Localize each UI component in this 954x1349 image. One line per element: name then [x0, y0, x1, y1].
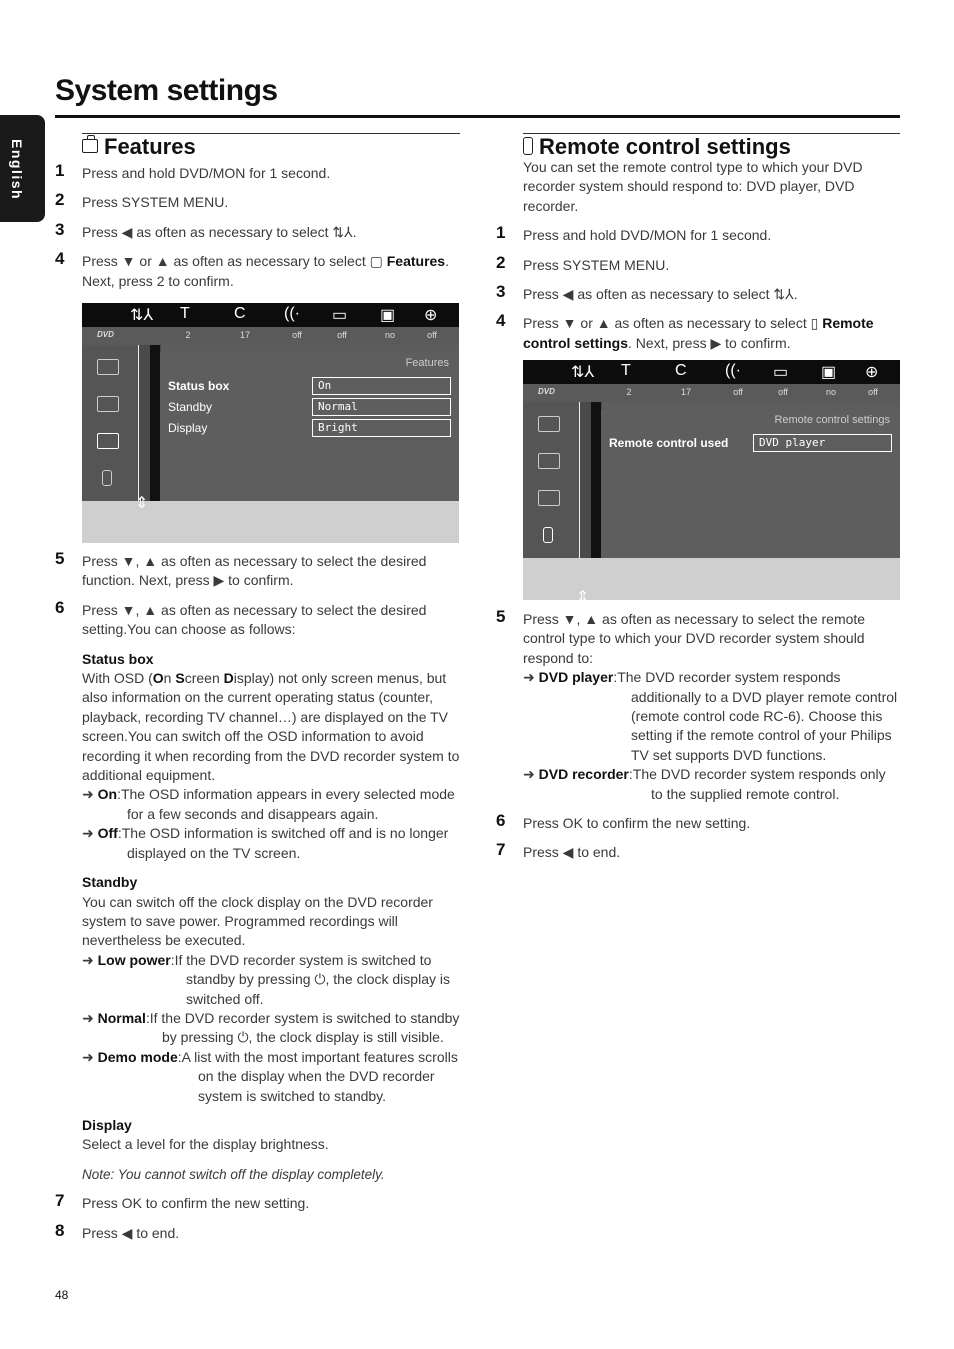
osd-sub-value: 17: [680, 387, 691, 397]
step-number: 4: [55, 249, 65, 269]
step-2: [496, 252, 900, 275]
dvd-logo: DVD: [538, 387, 555, 396]
clock-icon: C: [234, 305, 246, 322]
osd-sub-value: off: [733, 387, 743, 397]
step-3: [496, 282, 900, 304]
osd-row-label: Standby: [168, 400, 213, 414]
steps-list: [496, 223, 900, 353]
step-text: Press ◀ to end.: [523, 844, 621, 861]
language-icon: [538, 453, 560, 469]
features-icon: [97, 433, 119, 449]
step-text: Press ▼ or ▲ as often as necessary to select ▢ Features. Next, press 2 to confirm.: [82, 253, 449, 289]
osd-divider: [150, 345, 160, 501]
step-number: 1: [496, 223, 506, 243]
osd-sub-value: no: [825, 387, 836, 397]
remote-intro: You can set the remote control type to which your DVD recorder system should respond to: DVD player, DVD recorder.: [523, 159, 863, 214]
step-text: Press OK to confirm the new setting.: [523, 815, 751, 832]
dvd-logo: DVD: [97, 330, 114, 339]
status-box-options: [82, 785, 460, 863]
remote-section-cont: [496, 607, 900, 863]
step-text: Press SYSTEM MENU.: [523, 256, 670, 273]
steps-list: [496, 607, 900, 668]
remote-icon: [102, 470, 112, 486]
standby-body: You can switch off the clock display on the DVD recorder system to save power. Programmed recordings will nevertheless be executed.: [82, 893, 433, 949]
step-number: 2: [55, 190, 65, 210]
osd-divider: [591, 402, 601, 558]
osd-sub-value: no: [384, 330, 395, 340]
osd-header: Remote control settings: [774, 414, 890, 426]
page-number: 48: [55, 1288, 69, 1302]
osd-sub-value: off: [868, 387, 878, 397]
step-2: [55, 190, 460, 212]
osd-row-label: Display: [168, 421, 208, 435]
remote-icon: [543, 527, 553, 543]
picture-icon: [97, 359, 119, 375]
camera-icon: ▣: [380, 307, 396, 324]
step-8: [55, 1220, 460, 1243]
step-1: [55, 161, 460, 183]
osd-sub-value: off: [427, 330, 437, 340]
osd-sub-value: off: [337, 330, 347, 340]
option-item: ➜ DVD player:The DVD recorder system responds additionally to a DVD player remote control (remote control code RC-6). Choose this setting if the remote control of your Philips TV set supports DVD functions.: [523, 669, 898, 763]
step-number: 5: [55, 549, 65, 568]
step-5: [55, 549, 460, 591]
osd-sub-value: off: [292, 330, 302, 340]
osd-content: [601, 410, 900, 558]
remote-options: [496, 668, 900, 804]
option-item: ➜ Demo mode:A list with the most important features scrolls on the display when the DVD recorder system is switched to standby.: [82, 1048, 458, 1104]
step-number: 4: [496, 311, 506, 331]
osd-sidebar: [82, 345, 138, 501]
status-box-body: With OSD (On Screen Display) not only screen menus, but also information on the current operating status (counter, playback, recording TV channel…) are displayed on the TV screen.You can switch off the OSD information to avoid recording it when recording from the DVD recorder system to additional equipment.: [82, 670, 460, 784]
remote-heading: Remote control settings: [523, 134, 900, 160]
tuner-icon: T: [180, 305, 190, 322]
option-item: ➜ Normal:If the DVD recorder system is switched to standby by pressing ⏻, the clock display is still visible.: [82, 1009, 460, 1046]
osd-icon-bar: [82, 303, 459, 327]
picture-icon: [538, 416, 560, 432]
features-icon: [82, 139, 98, 153]
osd-sidebar: [523, 402, 579, 558]
step-number: 3: [55, 219, 65, 239]
osd-content: [160, 353, 459, 501]
steps-list: [55, 161, 460, 291]
option-item: ➜ DVD recorder:The DVD recorder system responds only to the supplied remote control.: [523, 766, 886, 802]
step-text: Press ◀ as often as necessary to select ⇅⅄.: [523, 286, 798, 303]
selector-arrow-icon: ⇕: [576, 589, 590, 606]
features-section: [55, 133, 460, 291]
osd-features-screen: [82, 303, 459, 543]
display-body: Select a level for the display brightness.: [82, 1136, 329, 1153]
subtitle-icon: ▭: [773, 364, 789, 381]
step-text: Press ▼, ▲ as often as necessary to select the desired setting.You can choose as follows:: [82, 601, 427, 638]
steps-list: [55, 549, 460, 640]
zoom-icon: ⊕: [424, 307, 438, 324]
remote-icon: [523, 137, 533, 155]
steps-list: [55, 1191, 460, 1243]
zoom-icon: ⊕: [865, 364, 879, 381]
osd-row-value: DVD player: [753, 434, 892, 452]
audio-icon: ((·: [284, 305, 300, 322]
osd-row-label: Status box: [168, 379, 230, 393]
steps-list: [496, 811, 900, 863]
standby-title: Standby: [82, 874, 138, 891]
clock-icon: C: [675, 362, 687, 379]
page-title: System settings: [55, 74, 278, 107]
step-text: Press ▼, ▲ as often as necessary to select the desired function. Next, press ▶ to confirm.: [82, 553, 427, 589]
step-7: [55, 1191, 460, 1213]
step-number: 2: [496, 252, 506, 272]
remote-section: [496, 133, 900, 353]
step-number: 6: [496, 811, 506, 831]
features-heading: Features: [82, 134, 460, 160]
selector-arrow-icon: ⇕: [135, 495, 149, 512]
step-text: Press ▼, ▲ as often as necessary to select the remote control type to which your DVD recorder system should respond to:: [523, 611, 866, 666]
standby-options: [82, 951, 460, 1106]
osd-icon-bar: [523, 360, 900, 384]
step-number: 1: [55, 161, 65, 180]
step-number: 7: [496, 840, 506, 860]
option-item: ➜ Off:The OSD information is switched off and is no longer displayed on the TV screen.: [82, 825, 449, 861]
osd-sub-value: 2: [626, 387, 632, 397]
step-7: [496, 840, 900, 862]
tuner-icon: T: [621, 362, 631, 379]
step-number: 7: [55, 1191, 65, 1211]
language-tab-label: English: [9, 139, 25, 201]
option-item: ➜ Low power:If the DVD recorder system is switched to standby by pressing ⏻, the clock display is switched off.: [82, 951, 450, 1007]
language-tab: [0, 115, 45, 222]
step-number: 5: [496, 607, 506, 626]
settings-icon: ⇅⅄: [571, 364, 595, 381]
option-item: ➜ On:The OSD information appears in every selected mode for a few seconds and disappears again.: [82, 786, 455, 822]
language-icon: [97, 396, 119, 412]
osd-row-value: Normal: [312, 398, 451, 416]
step-6: [496, 811, 900, 833]
display-title: Display: [82, 1116, 132, 1133]
step-number: 8: [55, 1220, 65, 1240]
step-text: Press SYSTEM MENU.: [82, 194, 229, 211]
osd-sub-value: off: [778, 387, 788, 397]
osd-value-bar: [523, 384, 900, 402]
step-text: Press ▼ or ▲ as often as necessary to select ▯ Remote control settings. Next, press ▶ to confirm.: [523, 315, 874, 351]
step-1: [496, 223, 900, 245]
step-3: [55, 219, 460, 242]
step-text: Press OK to confirm the new setting.: [82, 1195, 310, 1212]
step-number: 6: [55, 597, 65, 617]
osd-menu: [82, 345, 459, 512]
step-text: Press and hold DVD/MON for 1 second.: [523, 227, 772, 244]
osd-header: Features: [405, 357, 449, 369]
step-5: [496, 607, 900, 668]
step-4: [55, 249, 460, 291]
step-4: [496, 311, 900, 353]
osd-row-value: On: [312, 377, 451, 395]
osd-sub-value: 2: [185, 330, 191, 340]
features-section-cont: [55, 549, 460, 1243]
osd-value-bar: [82, 327, 459, 345]
subtitle-icon: ▭: [332, 307, 348, 324]
audio-icon: ((·: [725, 362, 741, 379]
status-box-block: [55, 650, 460, 863]
status-box-title: Status box: [82, 650, 154, 667]
title-rule: [55, 115, 900, 118]
camera-icon: ▣: [821, 364, 837, 381]
display-note: Note: You cannot switch off the display completely.: [82, 1166, 385, 1182]
standby-block: [55, 873, 460, 1106]
step-text: Press ◀ as often as necessary to select ⇅⅄.: [82, 223, 357, 240]
settings-icon: ⇅⅄: [130, 307, 154, 324]
step-6: [55, 597, 460, 640]
osd-row-value: Bright: [312, 419, 451, 437]
step-text: Press and hold DVD/MON for 1 second.: [82, 165, 331, 181]
osd-row-label: Remote control used: [609, 436, 729, 450]
step-text: Press ◀ to end.: [82, 1224, 180, 1241]
osd-sub-value: 17: [239, 330, 250, 340]
step-number: 3: [496, 282, 506, 302]
osd-remote-screen: [523, 360, 900, 606]
osd-menu: [523, 402, 900, 606]
display-block: [55, 1116, 460, 1184]
features-icon: [538, 490, 560, 506]
